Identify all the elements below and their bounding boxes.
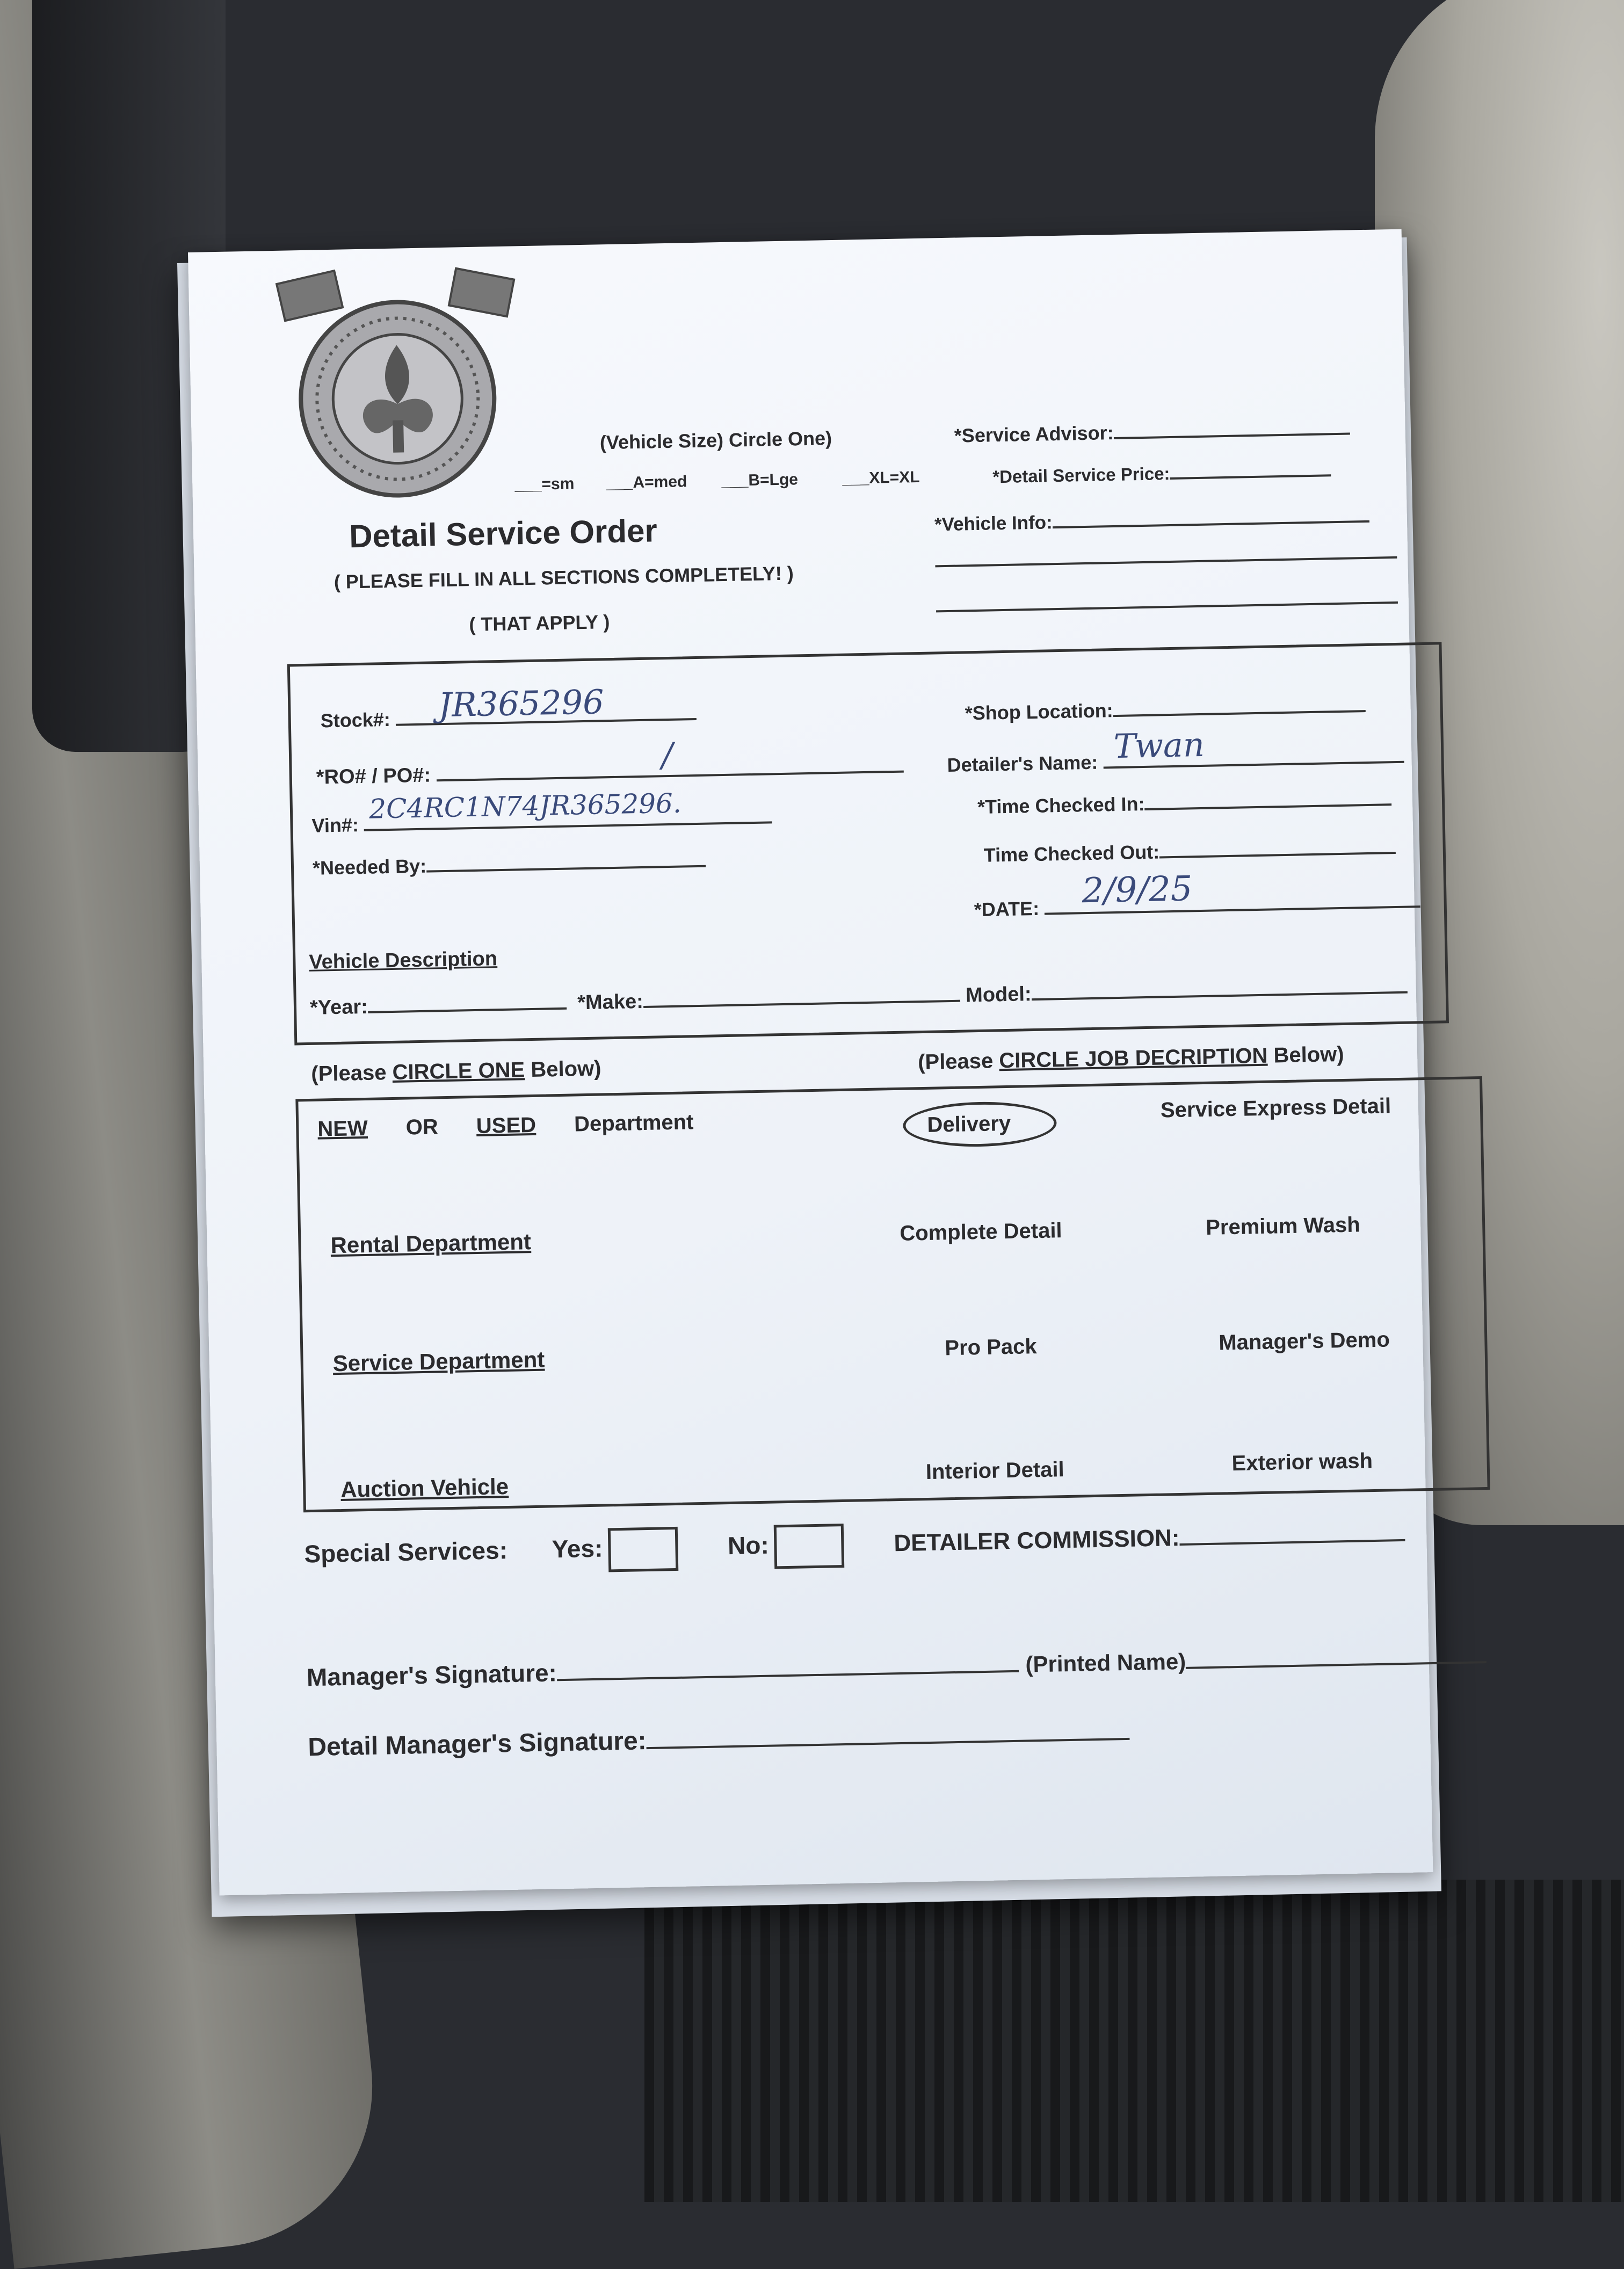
or-text: OR: [405, 1115, 439, 1140]
size-small: ___=sm: [514, 475, 575, 494]
department-header-underlined: CIRCLE ONE: [392, 1058, 525, 1084]
detail-service-order-form: [188, 229, 1433, 1896]
needed-by-line: [426, 865, 706, 873]
service-advisor-label: *Service Advisor:: [954, 421, 1114, 447]
no-checkbox[interactable]: [774, 1524, 845, 1569]
time-in-line: [1145, 803, 1392, 810]
department-header: [311, 1057, 601, 1086]
detailer-commission-line[interactable]: [1180, 1539, 1405, 1546]
model-line[interactable]: [1032, 991, 1408, 1001]
time-out-label: Time Checked Out:: [983, 840, 1160, 866]
vehicle-info-line-3[interactable]: [936, 597, 1398, 615]
manager-signature-label: Manager's Signature:: [306, 1658, 557, 1692]
fill-instruction: ( PLEASE FILL IN ALL SECTIONS COMPLETELY! ): [334, 562, 794, 593]
department-text: Department: [574, 1110, 694, 1136]
service-advisor-line: [1114, 432, 1350, 439]
yes-label: Yes:: [552, 1534, 603, 1563]
job-selection-box: [295, 1076, 1490, 1512]
job-header-suffix: Below): [1267, 1042, 1344, 1068]
manager-signature-row: [306, 1640, 1487, 1692]
date-line: [1044, 869, 1420, 915]
that-apply-instruction: ( THAT APPLY ): [468, 611, 610, 636]
auction-vehicle-option[interactable]: Auction Vehicle: [340, 1473, 509, 1502]
form-title: Detail Service Order: [349, 512, 658, 555]
printed-name-label: (Printed Name): [1025, 1648, 1186, 1677]
shop-location-label: *Shop Location:: [965, 699, 1114, 724]
job-header-underlined: CIRCLE JOB DECRIPTION: [998, 1043, 1268, 1073]
printed-name-line[interactable]: [1186, 1661, 1487, 1669]
vin-label: Vin#:: [311, 814, 359, 837]
size-large: ___B=Lge: [721, 470, 799, 490]
exterior-wash-option[interactable]: Exterior wash: [1231, 1449, 1373, 1476]
vin-value: 2C4RC1N74JR365296.: [368, 787, 682, 825]
premium-wash-option[interactable]: Premium Wash: [1205, 1213, 1361, 1239]
special-services-row: [304, 1513, 1405, 1578]
detail-manager-signature-label: Detail Manager's Signature:: [307, 1727, 647, 1762]
vehicle-info-line-2[interactable]: [935, 552, 1397, 570]
detailer-name-value: Twan: [1113, 724, 1205, 766]
detailer-commission-label: DETAILER COMMISSION:: [894, 1525, 1180, 1557]
department-header-suffix: Below): [524, 1056, 601, 1082]
stock-value: JR365296: [438, 682, 605, 725]
size-medium: ___A=med: [606, 473, 687, 492]
make-label[interactable]: *Make:: [577, 990, 644, 1014]
detail-manager-signature-line[interactable]: [647, 1737, 1130, 1749]
date-value: 2/9/25: [1081, 869, 1193, 911]
department-header-prefix: (Please: [310, 1060, 393, 1086]
manager-signature-line[interactable]: [557, 1670, 1019, 1681]
pro-pack-option[interactable]: Pro Pack: [945, 1335, 1038, 1360]
detail-price-field[interactable]: [992, 460, 1331, 487]
managers-demo-option[interactable]: Manager's Demo: [1218, 1328, 1390, 1355]
shop-location-line: [1113, 709, 1366, 717]
floor-mat: [644, 1880, 1624, 2202]
service-department-option[interactable]: Service Department: [332, 1346, 545, 1376]
complete-detail-option[interactable]: Complete Detail: [899, 1219, 1062, 1245]
size-xl: ___XL=XL: [842, 468, 920, 488]
model-label[interactable]: Model:: [965, 983, 1032, 1007]
detail-manager-signature-row: [308, 1717, 1130, 1762]
new-option[interactable]: NEW: [317, 1116, 368, 1141]
detail-price-line: [1170, 474, 1331, 480]
service-advisor-field[interactable]: [954, 417, 1350, 447]
year-label[interactable]: *Year:: [309, 995, 368, 1019]
make-line[interactable]: [643, 999, 960, 1008]
stock-label: Stock#:: [320, 708, 391, 732]
date-label: *DATE:: [974, 897, 1040, 921]
year-line[interactable]: [368, 1007, 567, 1013]
vehicle-info-label: *Vehicle Info:: [934, 512, 1053, 535]
dealership-seal-logo: [269, 262, 526, 503]
rental-department-option[interactable]: Rental Department: [330, 1229, 532, 1258]
vin-line: [364, 787, 772, 831]
detail-price-label: *Detail Service Price:: [992, 463, 1170, 487]
used-option[interactable]: USED: [476, 1113, 536, 1138]
stock-line: [395, 682, 697, 726]
delivery-option: Delivery: [927, 1111, 1011, 1137]
vehicle-info-line-1: [1053, 520, 1369, 528]
needed-by-label: *Needed By:: [312, 854, 427, 879]
ro-po-value: /: [661, 735, 673, 775]
vehicle-size-label: (Vehicle Size) Circle One): [599, 427, 832, 454]
time-out-line: [1159, 851, 1396, 858]
interior-detail-option[interactable]: Interior Detail: [925, 1458, 1065, 1484]
detailer-name-line: [1103, 724, 1404, 769]
ro-po-label: *RO# / PO#:: [316, 764, 431, 789]
time-in-label: *Time Checked In:: [977, 792, 1145, 818]
vehicle-description-label: Vehicle Description: [309, 947, 498, 974]
yes-checkbox[interactable]: [608, 1527, 679, 1572]
no-label: No:: [727, 1531, 770, 1560]
job-header-prefix: (Please: [917, 1049, 999, 1075]
detailer-name-label: Detailer's Name:: [947, 751, 1098, 777]
vehicle-info-field[interactable]: [934, 506, 1369, 536]
service-express-detail-option[interactable]: Service Express Detail: [1160, 1094, 1391, 1122]
job-description-header: [918, 1042, 1344, 1075]
special-services-label: Special Services:: [304, 1536, 508, 1568]
